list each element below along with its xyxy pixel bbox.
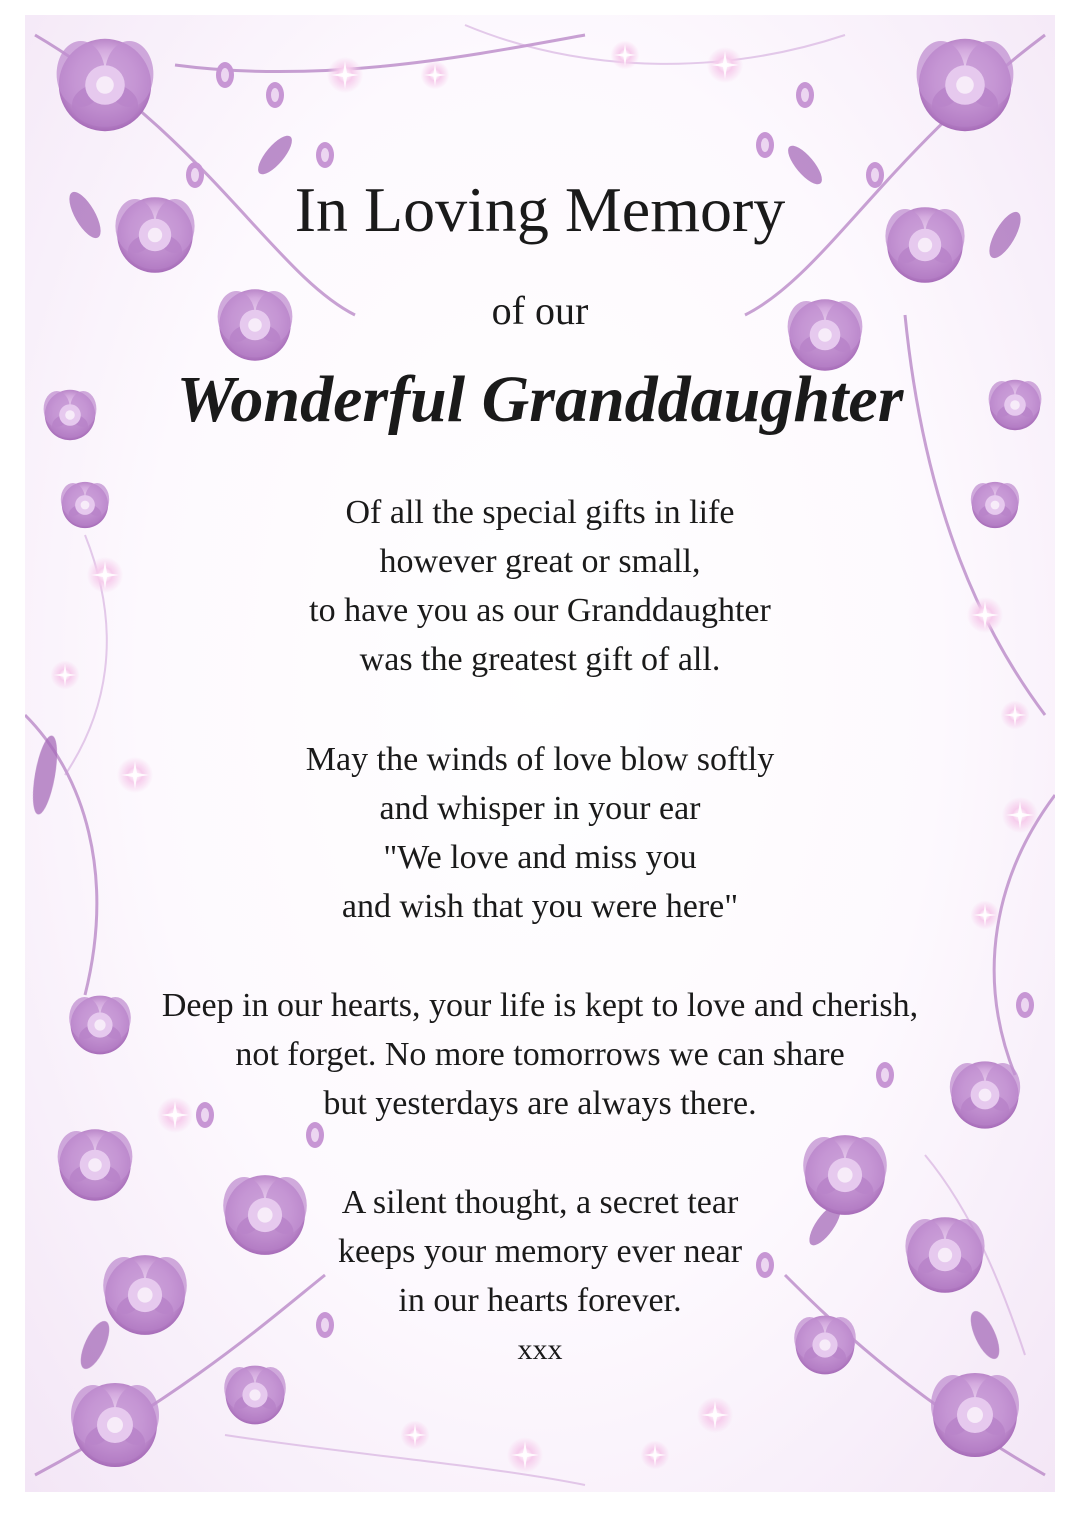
card-subtitle: of our <box>491 288 589 333</box>
poem-line: "We love and miss you <box>383 839 697 876</box>
poem-line: but yesterdays are always there. <box>323 1085 757 1122</box>
poem-stanza-1 <box>25 488 1055 684</box>
poem-line: in our hearts forever. <box>398 1282 682 1319</box>
poem-stanza-4 <box>25 1178 1055 1325</box>
poem-stanza-2 <box>25 735 1055 931</box>
poem-line: Of all the special gifts in life <box>345 494 735 531</box>
poem-stanza-3 <box>25 981 1055 1128</box>
card-recipient-name: Wonderful Granddaughter <box>176 363 904 436</box>
poem-line: May the winds of love blow softly <box>305 741 775 778</box>
card-title: In Loving Memory <box>294 174 786 245</box>
poem-line: keeps your memory ever near <box>337 1233 743 1270</box>
poem-line: was the greatest gift of all. <box>359 641 721 678</box>
card-text <box>25 15 1055 1492</box>
poem-line: A silent thought, a secret tear <box>341 1184 739 1221</box>
card-signoff: xxx <box>517 1333 563 1366</box>
poem-line: and whisper in your ear <box>379 790 701 827</box>
memorial-card <box>25 15 1055 1492</box>
poem-line: Deep in our hearts, your life is kept to love and cherish, <box>161 987 919 1024</box>
poem-line: to have you as our Granddaughter <box>309 592 771 629</box>
poem-line: not forget. No more tomorrows we can share <box>235 1036 845 1073</box>
poem-line: and wish that you were here" <box>341 888 739 925</box>
poem-line: however great or small, <box>379 543 701 580</box>
